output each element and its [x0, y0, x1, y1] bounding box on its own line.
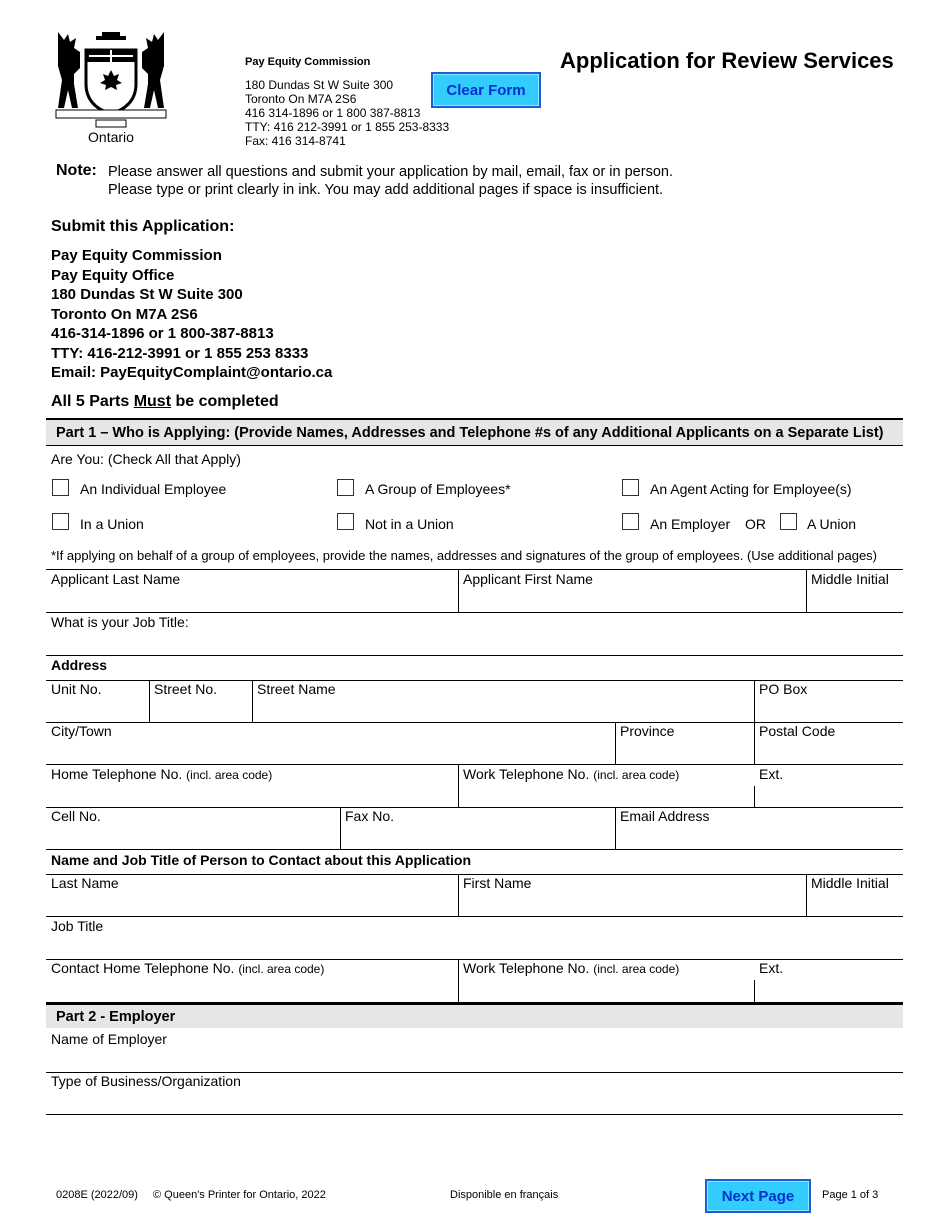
divider — [754, 980, 755, 1002]
contact-home-telephone-label: Contact Home Telephone No. — [51, 960, 235, 976]
ext-field[interactable]: Ext. — [759, 766, 784, 782]
applicant-last-name-field[interactable]: Applicant Last Name — [51, 571, 181, 587]
divider — [458, 764, 459, 807]
contact-home-telephone-field[interactable] — [51, 960, 324, 976]
contact-ext-field[interactable]: Ext. — [759, 960, 784, 976]
divider — [46, 612, 903, 613]
submit-line: Pay Equity Commission — [51, 247, 222, 264]
contact-first-name-field[interactable]: First Name — [463, 875, 532, 891]
header-org-name: Pay Equity Commission — [245, 56, 371, 68]
divider — [340, 807, 341, 849]
french-availability: Disponible en français — [450, 1189, 559, 1201]
note-text — [108, 163, 673, 199]
note-label: Note: — [56, 162, 97, 179]
header-address-line: 416 314-1896 or 1 800 387-8813 — [245, 106, 421, 120]
province-field[interactable]: Province — [620, 723, 675, 739]
coat-of-arms-icon — [52, 26, 170, 146]
divider — [615, 722, 616, 764]
note-line-1: Please answer all questions and submit your application by mail, email, fax or in person. — [108, 164, 673, 180]
area-code-hint: (incl. area code) — [593, 962, 680, 976]
agent-label: An Agent Acting for Employee(s) — [650, 481, 852, 497]
employer-label: An Employer — [650, 516, 731, 532]
city-town-field[interactable]: City/Town — [51, 723, 112, 739]
not-in-union-label: Not in a Union — [365, 516, 454, 532]
divider — [46, 764, 903, 765]
divider — [806, 569, 807, 612]
all-parts-must: Must — [133, 393, 172, 410]
individual-employee-checkbox[interactable] — [52, 479, 69, 496]
divider — [458, 959, 459, 1002]
a-union-label: A Union — [807, 516, 857, 532]
area-code-hint: (incl. area code) — [238, 962, 325, 976]
all-parts-pre: All 5 Parts — [51, 393, 134, 410]
ontario-coat-of-arms-logo — [52, 26, 170, 146]
individual-employee-label: An Individual Employee — [80, 481, 227, 497]
employer-name-field[interactable]: Name of Employer — [51, 1031, 167, 1047]
job-title-field[interactable]: What is your Job Title: — [51, 614, 189, 630]
area-code-hint: (incl. area code) — [186, 768, 273, 782]
header-address-line: Fax: 416 314-8741 — [245, 134, 346, 148]
submit-line: 180 Dundas St W Suite 300 — [51, 286, 243, 303]
group-employees-checkbox[interactable] — [337, 479, 354, 496]
a-union-checkbox[interactable] — [780, 513, 797, 530]
contact-work-telephone-label: Work Telephone No. — [463, 960, 590, 976]
next-page-button[interactable]: Next Page — [705, 1179, 811, 1213]
note-line-2: Please type or print clearly in ink. You may add additional pages if space is insufficient. — [108, 182, 664, 198]
email-address-field[interactable]: Email Address — [620, 808, 710, 824]
divider — [458, 569, 459, 612]
fax-no-field[interactable]: Fax No. — [345, 808, 395, 824]
home-telephone-field[interactable] — [51, 766, 272, 782]
divider — [46, 807, 903, 808]
logo-wordmark: Ontario — [88, 129, 134, 145]
divider — [458, 874, 459, 916]
group-note: *If applying on behalf of a group of employees, provide the names, addresses and signatures of the group of employees. (Use additional pages) — [51, 548, 878, 563]
clear-form-button[interactable]: Clear Form — [431, 72, 541, 108]
street-name-field[interactable]: Street Name — [257, 681, 336, 697]
business-type-field[interactable]: Type of Business/Organization — [51, 1073, 241, 1089]
form-number: 0208E (2022/09) — [56, 1189, 138, 1201]
contact-work-telephone-field[interactable] — [463, 960, 679, 976]
submit-line: Pay Equity Office — [51, 266, 175, 284]
divider — [46, 1114, 903, 1115]
divider — [615, 807, 616, 849]
cell-no-field[interactable]: Cell No. — [51, 808, 101, 824]
submit-line: TTY: 416-212-3991 or 1 855 253 8333 — [51, 344, 309, 362]
agent-checkbox[interactable] — [622, 479, 639, 496]
applicant-first-name-field[interactable]: Applicant First Name — [463, 571, 593, 587]
header-address-line: TTY: 416 212-3991 or 1 855 253-8333 — [245, 120, 450, 134]
all-parts-notice — [51, 393, 279, 411]
po-box-field[interactable]: PO Box — [759, 681, 808, 697]
divider — [149, 680, 150, 722]
submit-line: Toronto On M7A 2S6 — [51, 305, 198, 323]
address-heading: Address — [51, 657, 108, 673]
divider — [252, 680, 253, 722]
copyright: © Queen's Printer for Ontario, 2022 — [153, 1189, 326, 1201]
divider — [754, 786, 755, 807]
divider — [806, 874, 807, 916]
contact-last-name-field[interactable]: Last Name — [51, 875, 119, 891]
divider — [46, 849, 903, 850]
employer-checkbox[interactable] — [622, 513, 639, 530]
form-title: Application for Review Services — [560, 48, 894, 73]
in-union-checkbox[interactable] — [52, 513, 69, 530]
street-no-field[interactable]: Street No. — [154, 681, 218, 697]
divider — [754, 722, 755, 764]
part2-header: Part 2 - Employer — [46, 1002, 903, 1028]
header-address-line: Toronto On M7A 2S6 — [245, 92, 357, 106]
submit-line: 416-314-1896 or 1 800-387-8813 — [51, 325, 274, 342]
area-code-hint: (incl. area code) — [593, 768, 680, 782]
are-you-label: Are You: (Check All that Apply) — [51, 451, 241, 467]
divider — [754, 680, 755, 722]
header-address — [245, 78, 449, 148]
submit-address — [51, 246, 332, 383]
contact-job-title-field[interactable]: Job Title — [51, 918, 104, 934]
not-in-union-checkbox[interactable] — [337, 513, 354, 530]
unit-no-field[interactable]: Unit No. — [51, 681, 102, 697]
part1-header: Part 1 – Who is Applying: (Provide Names, Addresses and Telephone #s of any Additional Applicants on a Separate List) — [46, 418, 903, 446]
divider — [46, 916, 903, 917]
work-telephone-field[interactable] — [463, 766, 679, 782]
postal-code-field[interactable]: Postal Code — [759, 723, 836, 739]
contact-heading: Name and Job Title of Person to Contact about this Application — [51, 852, 472, 868]
submit-heading: Submit this Application: — [51, 218, 235, 235]
applicant-middle-initial-field[interactable]: Middle Initial — [811, 571, 889, 587]
contact-middle-initial-field[interactable]: Middle Initial — [811, 875, 889, 891]
submit-email-line: Email: PayEquityComplaint@ontario.ca — [51, 364, 333, 381]
header-address-line: 180 Dundas St W Suite 300 — [245, 78, 394, 92]
divider — [46, 569, 903, 570]
group-employees-label: A Group of Employees* — [365, 481, 511, 497]
in-union-label: In a Union — [80, 516, 144, 532]
all-parts-post: be completed — [171, 393, 279, 410]
divider — [46, 655, 903, 656]
or-label: OR — [745, 516, 766, 532]
home-telephone-label: Home Telephone No. — [51, 766, 183, 782]
page-number: Page 1 of 3 — [822, 1189, 879, 1201]
work-telephone-label: Work Telephone No. — [463, 766, 590, 782]
